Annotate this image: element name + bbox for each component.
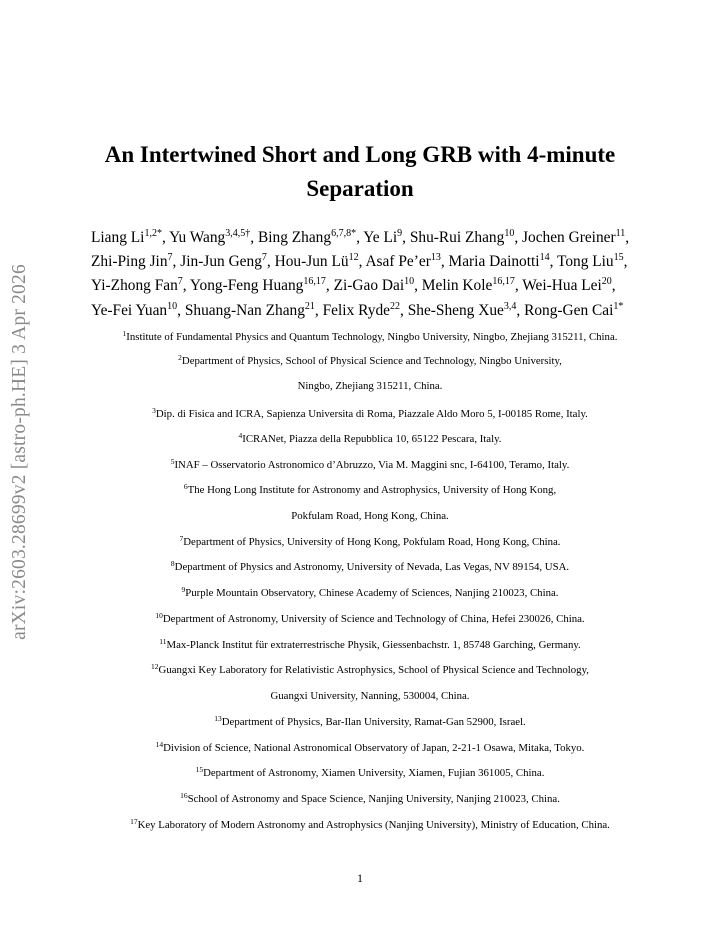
affiliation-text: Max-Planck Institut für extraterrestrische Physik, Giessenbachstr. 1, 85748 Garching, Germany. [166, 639, 581, 651]
author-affiliation-marker: 15 [613, 252, 624, 264]
author-row: Yi-Zhong Fan$^7$, Yong-Feng Huang$^{16,17}$, Zi-Gao Dai$^{10}$, Melin Kole$^{16,17}$, Wei-Hua Lei$^{20}$, [91, 276, 616, 295]
author-name: She-Sheng Xue [407, 301, 504, 319]
author-name: Bing Zhang [257, 229, 332, 246]
author-row: Liang $Li^{1,2*}$, Yu Wang$^{3,4,5\dagger}$, Bing Zhang$^{6,7,8*}$, Ye Li$^9$, Shu-Rui Zhang$^{10}$, Jochen Greiner$^{11}$, [91, 228, 630, 246]
author-affiliation-marker: 16,17 [492, 276, 515, 288]
affiliation-text: Key Laboratory of Modern Astronomy and Astrophysics (Nanjing University), Ministry of Education, China. [137, 819, 610, 831]
author-name: Jochen Greiner [522, 229, 616, 246]
author-affiliation-marker: 6,7,8* [331, 228, 357, 239]
author-affiliation-marker: 7 [261, 252, 267, 264]
author-affiliation-marker: 11 [615, 228, 626, 239]
affiliation-text: Guangxi University, Nanning, 530004, China. [270, 690, 470, 702]
affiliation-line [60, 379, 680, 393]
affiliation-text: Department of Physics, University of Hong Kong, Pokfulam Road, Hong Kong, China. [183, 536, 561, 548]
affiliation-number: 12 [151, 662, 159, 671]
affiliation-text: Division of Science, National Astronomical Observatory of Japan, 2-21-1 Osawa, Mitaka, Tokyo. [163, 742, 585, 754]
affiliation-text: School of Astronomy and Space Science, Nanjing University, Nanjing 210023, China. [187, 793, 560, 805]
affiliation-number: 16 [180, 791, 188, 800]
affiliation-line [60, 715, 680, 729]
author-name: Shu-Rui Zhang [409, 229, 505, 246]
affiliation-number: 8 [170, 559, 175, 568]
author-affiliation-marker: 14 [539, 252, 550, 264]
affiliation-text: Pokfulam Road, Hong Kong, China. [291, 510, 449, 522]
author-affiliation-marker: 13 [430, 252, 441, 264]
author-name: Tong Liu [557, 253, 614, 271]
author-name: Rong-Gen Cai [524, 301, 614, 319]
affiliation-text: Guangxi Key Laboratory for Relativistic Astrophysics, School of Physical Science and Technology, [158, 664, 589, 676]
author-name: Yong-Feng Huang [189, 277, 304, 295]
affiliation-line [60, 818, 680, 832]
author-name: Yu Wang [169, 229, 226, 246]
author-name: Jin-Jun Geng [180, 253, 262, 271]
author-name: Asaf Pe’er [365, 253, 431, 271]
author-affiliation-marker: 7 [177, 276, 183, 288]
author-affiliation-marker: 21 [304, 300, 315, 312]
affiliation-text: Department of Physics, School of Physical Science and Technology, Ningbo University, [181, 355, 562, 367]
affiliation-number: 11 [159, 637, 167, 646]
affiliation-number: 10 [155, 611, 163, 620]
author-name: Ye Li [363, 229, 398, 246]
author-name: Melin Kole [421, 277, 493, 295]
author-affiliation-marker: 3,4,5† [225, 228, 251, 239]
author-list [91, 226, 711, 323]
affiliation-line [60, 509, 680, 523]
affiliation-line [60, 458, 680, 472]
affiliation-line [60, 741, 680, 755]
title-line-2: Separation [306, 176, 414, 201]
author-affiliation-marker: 10 [167, 300, 178, 312]
affiliation-text: Department of Astronomy, Xiamen University, Xiamen, Fujian 361005, China. [203, 767, 545, 779]
affiliation-number: 15 [195, 765, 204, 774]
affiliation-number: 17 [130, 817, 138, 826]
author-name: Wei-Hua Lei [522, 277, 602, 295]
affiliation-number: 9 [181, 585, 186, 594]
affiliation-line [60, 483, 680, 497]
affiliation-number: 13 [214, 714, 222, 723]
affiliation-number: 5 [170, 457, 175, 466]
author-name: Zhi-Ping Jin [91, 253, 168, 271]
author-name: Shuang-Nan Zhang [184, 301, 305, 319]
author-affiliation-marker: 20 [601, 276, 612, 288]
affiliation-number: 2 [178, 353, 182, 362]
author-affiliation-marker: 10 [404, 276, 415, 288]
affiliation-number: 7 [179, 534, 184, 543]
affiliation-number: 1 [122, 329, 127, 338]
author-name: Felix Ryde [322, 301, 390, 319]
author-name: Liang Li [91, 229, 145, 246]
affiliation-text: Dip. di Fisica and ICRA, Sapienza Universita di Roma, Piazzale Aldo Moro 5, I-00185 Rome, Italy. [155, 408, 588, 420]
paper-title [60, 138, 660, 206]
affiliation-line [60, 586, 680, 600]
affiliation-text: Ningbo, Zhejiang 315211, China. [297, 380, 443, 392]
affiliation-line [60, 407, 680, 421]
author-affiliation-marker: 1* [613, 300, 624, 312]
author-name: Yi-Zhong Fan [91, 277, 178, 295]
affiliation-text: The Hong Long Institute for Astronomy and Astrophysics, University of Hong Kong, [187, 484, 557, 496]
affiliation-text: Purple Mountain Observatory, Chinese Academy of Sciences, Nanjing 210023, China. [185, 587, 559, 599]
affiliation-line [60, 663, 680, 677]
author-affiliation-marker: 12 [348, 252, 359, 264]
author-name: Ye-Fei Yuan [91, 301, 168, 319]
affiliation-text: Institute of Fundamental Physics and Quantum Technology, Ningbo University, Ningbo, Zhejiang 315211, China. [126, 331, 618, 343]
affiliation-line [60, 354, 680, 368]
author-name: Hou-Jun Lü [274, 253, 349, 271]
affiliation-text: Department of Physics, Bar-Ilan University, Ramat-Gan 52900, Israel. [221, 716, 526, 728]
author-affiliation-marker: 7 [167, 252, 173, 264]
affiliation-line [60, 330, 680, 344]
arxiv-id-text: arXiv:2603.28699v2 [astro-ph.HE] 3 Apr 2026 [9, 264, 30, 640]
author-affiliation-marker: 1,2* [144, 228, 162, 239]
affiliation-line [60, 432, 680, 446]
author-affiliation-marker: 3,4 [503, 300, 517, 312]
author-name: Maria Dainotti [448, 253, 540, 271]
affiliation-line [60, 689, 680, 703]
author-row: Ye-Fei Yuan$^{10}$, Shuang-Nan Zhang$^{21}$, Felix Ryde$^{22}$, She-Sheng Xue$^{3,4}$, Rong-Gen Cai$^{1*}$ [91, 300, 624, 319]
affiliation-number: 3 [152, 406, 156, 415]
affiliation-number: 4 [238, 431, 243, 440]
affiliation-line [60, 612, 680, 626]
affiliation-text: Department of Astronomy, University of Science and Technology of China, Hefei 230026, China. [162, 613, 585, 625]
affiliation-line [60, 535, 680, 549]
affiliation-line [60, 560, 680, 574]
affiliation-text: ICRANet, Piazza della Repubblica 10, 65122 Pescara, Italy. [242, 433, 502, 445]
author-affiliation-marker: 16,17 [303, 276, 326, 288]
affiliation-number: 14 [155, 740, 164, 749]
affiliation-line [60, 638, 680, 652]
author-name: Zi-Gao Dai [333, 277, 405, 295]
author-affiliation-marker: 10 [504, 228, 515, 239]
author-affiliation-marker: 9 [397, 228, 403, 239]
affiliation-text: Department of Physics and Astronomy, University of Nevada, Las Vegas, NV 89154, USA. [174, 561, 570, 573]
author-affiliation-marker: 22 [389, 300, 400, 312]
affiliation-text: INAF – Osservatorio Astronomico d’Abruzzo, Via M. Maggini snc, I-64100, Teramo, Italy. [174, 459, 570, 471]
author-row: Zhi-Ping Jin$^7$, Jin-Jun Geng$^7$, Hou-Jun $Lü^{12}$, Asaf $Pe’er^{13}$, Maria Dainotti$^{14}$, Tong Liu$^{15}$, [91, 252, 628, 271]
title-line-1: An Intertwined Short and Long GRB with 4-minute [104, 142, 616, 167]
page-number: 1 [357, 871, 363, 885]
affiliation-line [60, 766, 680, 780]
affiliation-number: 6 [183, 482, 188, 491]
affiliation-line [60, 792, 680, 806]
